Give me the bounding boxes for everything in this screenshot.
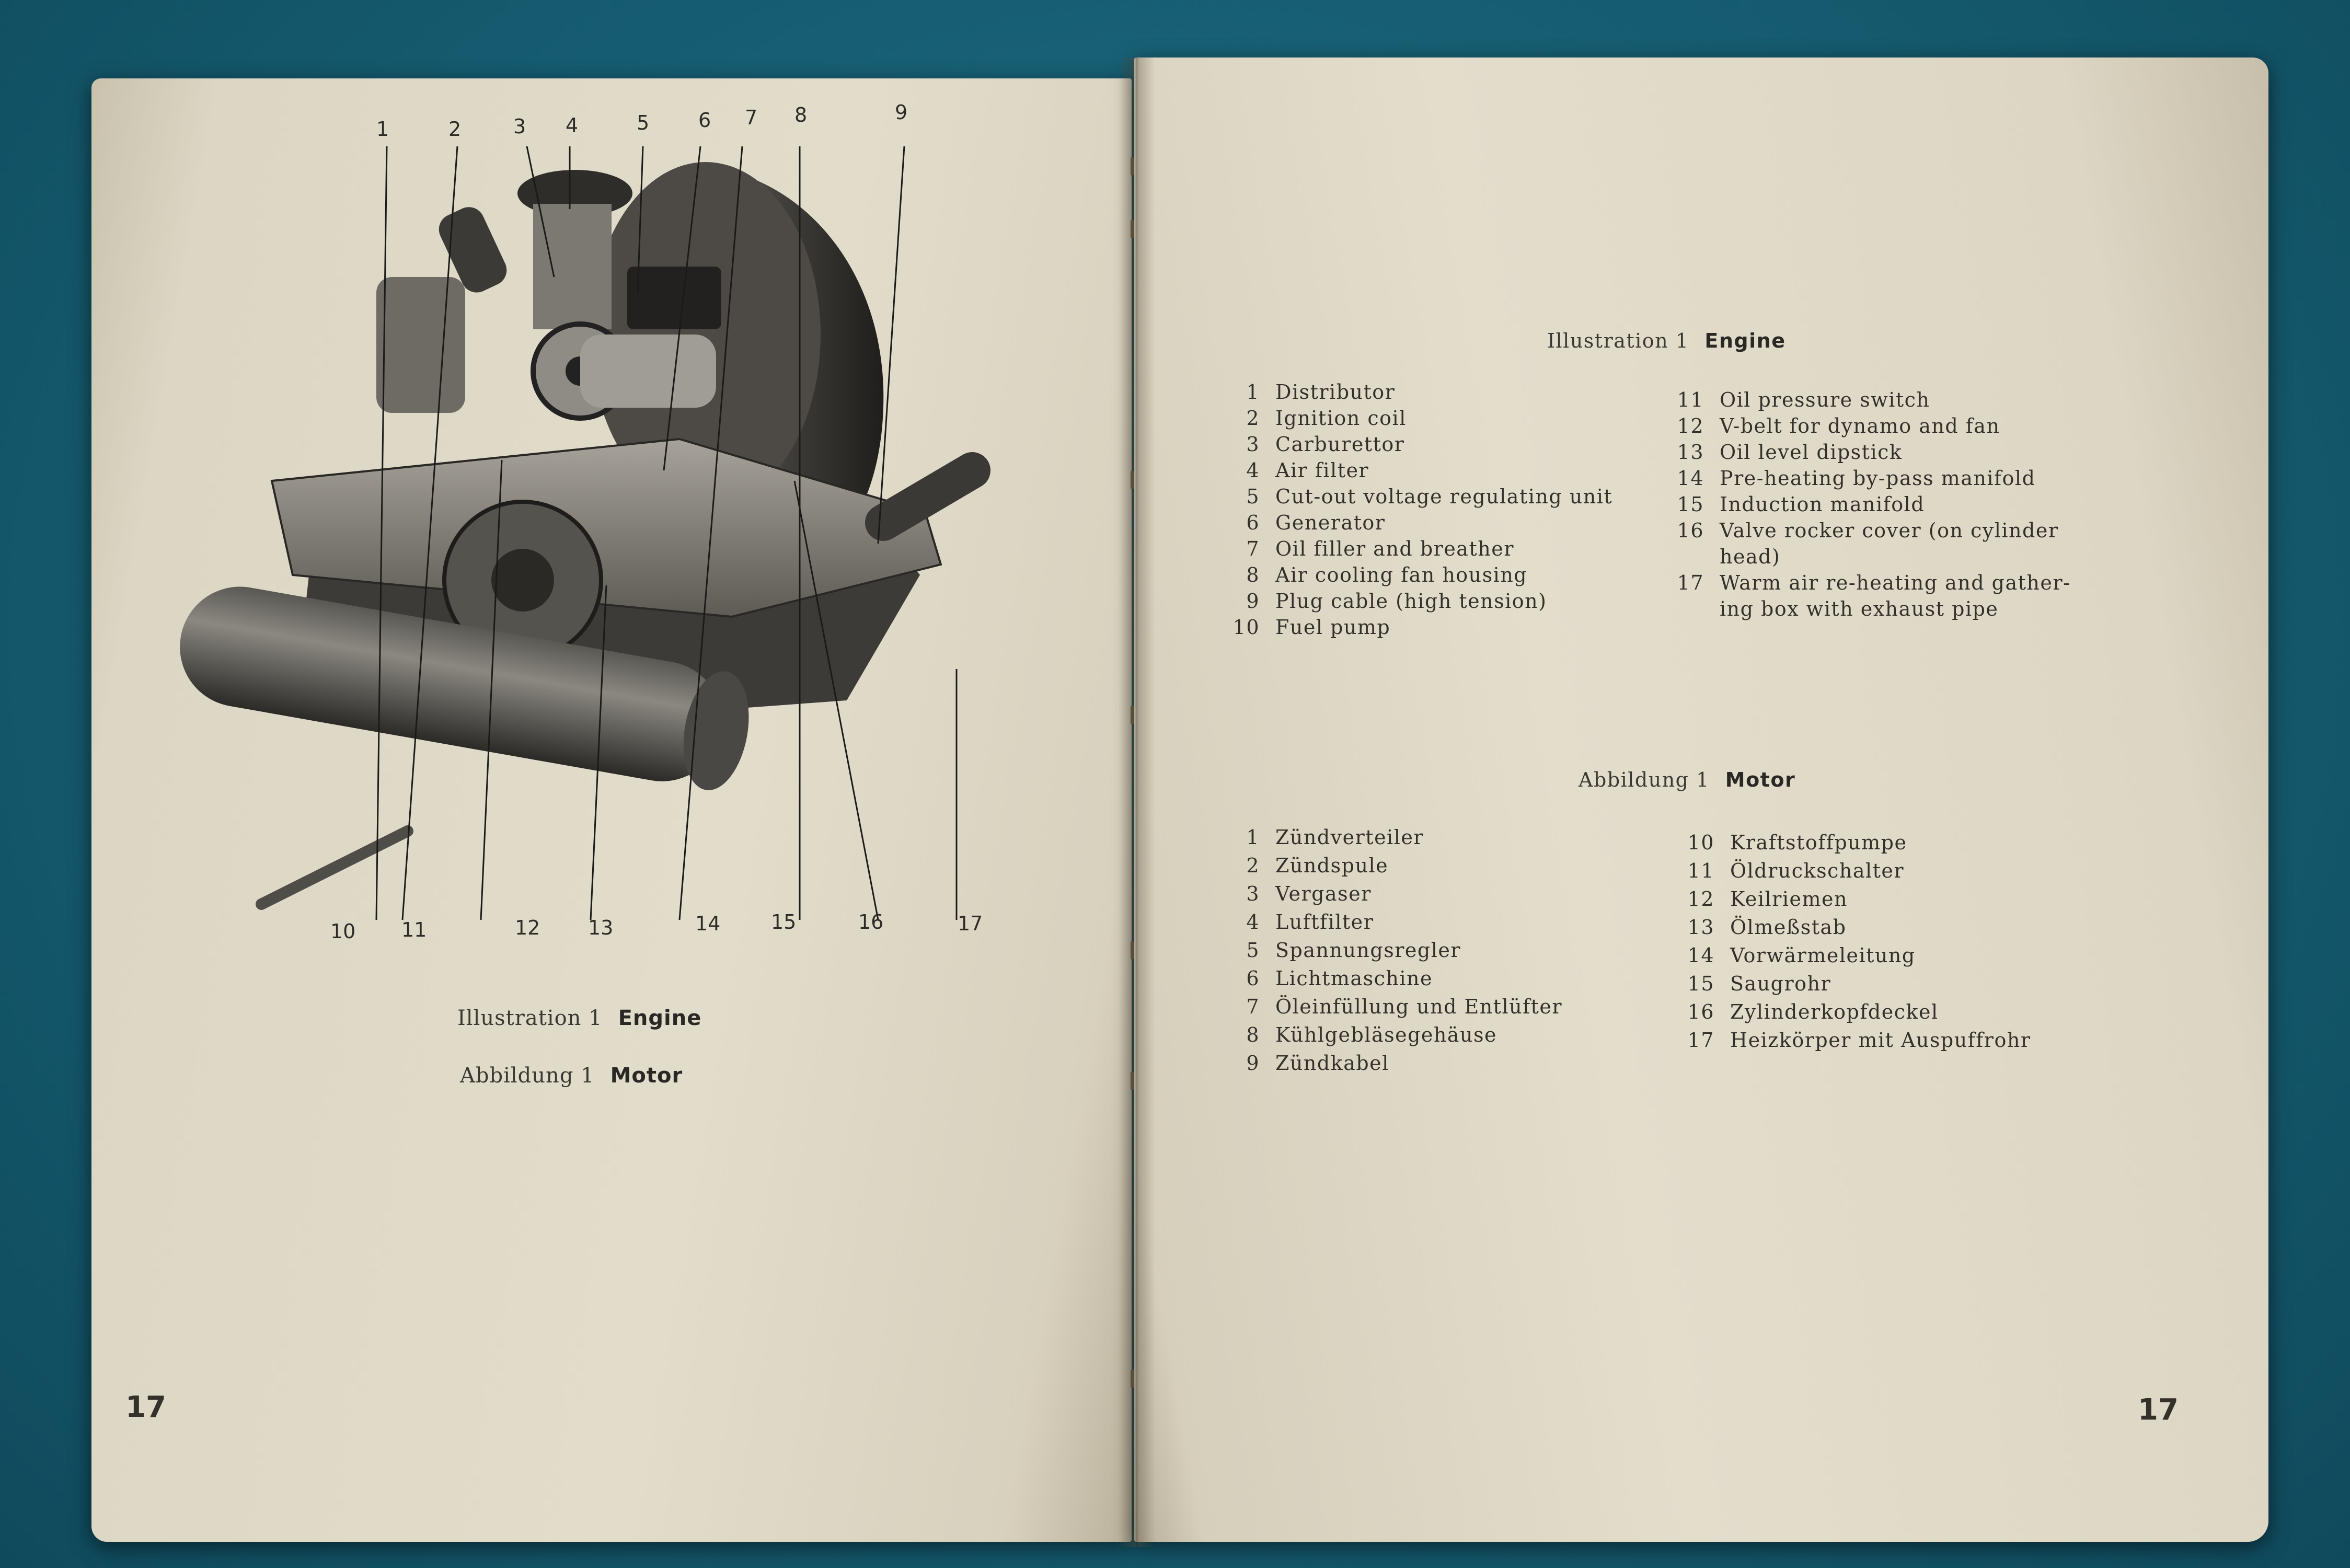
heading-title: Engine [1704, 329, 1786, 352]
caption-label: Abbildung 1 [460, 1064, 595, 1088]
list-item: 6 Generator [1246, 511, 1386, 534]
list-item: 15 Induction manifold [1677, 493, 1925, 516]
legend-heading-german [1579, 768, 1795, 791]
legend-list-english-col2 [1667, 387, 2070, 622]
engine-illustration [157, 146, 1056, 930]
callout-number: 1 [376, 118, 389, 141]
list-item: 7 Oil filler and breather [1246, 537, 1514, 560]
list-item: 1 Zündverteiler [1246, 826, 1424, 849]
page-number-left: 17 [125, 1390, 166, 1424]
callout-number: 9 [895, 101, 908, 124]
binding-stitch [1131, 220, 1134, 238]
list-item: 17 Warm air re-heating and gather- [1677, 571, 2071, 594]
callout-number: 7 [745, 106, 758, 129]
list-item: 9 Zündkabel [1246, 1052, 1389, 1075]
callout-number: 11 [401, 918, 427, 941]
list-item: 11 Öldruckschalter [1687, 859, 1905, 882]
binding-stitch [1131, 157, 1134, 176]
list-item: 16 Zylinderkopfdeckel [1687, 1000, 1939, 1023]
callout-number: 3 [513, 115, 526, 138]
list-item-continuation: ing box with exhaust pipe [1720, 597, 1999, 620]
binding-stitch [1131, 1071, 1134, 1090]
callout-number: 13 [588, 916, 614, 939]
callout-number: 12 [515, 916, 540, 939]
list-item: 13 Oil level dipstick [1677, 441, 1903, 464]
callout-number: 17 [958, 912, 983, 935]
callout-number: 10 [330, 920, 356, 943]
callout-number: 15 [771, 910, 797, 933]
callout-number: 6 [698, 109, 711, 132]
list-item: 8 Air cooling fan housing [1246, 563, 1528, 586]
right-page [1134, 57, 2268, 1542]
caption-english [457, 1006, 701, 1030]
caption-title: Motor [610, 1064, 683, 1088]
list-item: 2 Ignition coil [1246, 407, 1407, 430]
list-item: 12 V-belt for dynamo and fan [1677, 414, 2000, 437]
book-spine [1119, 57, 1155, 1547]
list-item: 3 Vergaser [1246, 882, 1372, 905]
list-item: 9 Plug cable (high tension) [1246, 590, 1547, 613]
heading-label: Abbildung 1 [1579, 768, 1710, 791]
callout-number: 5 [637, 111, 650, 134]
caption-label: Illustration 1 [457, 1006, 603, 1030]
callout-number: 14 [695, 912, 721, 935]
caption-title: Engine [618, 1006, 702, 1030]
list-item: 4 Luftfilter [1246, 910, 1374, 933]
list-item-continuation: head) [1720, 545, 1781, 568]
list-item: 5 Spannungsregler [1246, 939, 1461, 962]
legend-list-german-col2 [1678, 828, 2031, 1054]
list-item: 16 Valve rocker cover (on cylinder [1677, 519, 2059, 542]
binding-stitch [1131, 706, 1134, 724]
heading-label: Illustration 1 [1547, 329, 1689, 352]
binding-stitch [1131, 1369, 1134, 1388]
list-item: 7 Öleinfüllung und Entlüfter [1246, 995, 1563, 1018]
list-item: 10 Kraftstoffpumpe [1687, 831, 1907, 854]
list-item: 13 Ölmeßstab [1687, 916, 1847, 939]
heading-title: Motor [1725, 768, 1796, 791]
callout-number: 4 [566, 114, 579, 137]
list-item: 3 Carburettor [1246, 433, 1405, 456]
binding-stitch [1131, 470, 1134, 489]
list-item: 6 Lichtmaschine [1246, 967, 1433, 990]
list-item: 2 Zündspule [1246, 854, 1389, 877]
list-item: 5 Cut-out voltage regulating unit [1246, 485, 1613, 508]
list-item: 1 Distributor [1246, 381, 1396, 403]
list-item: 8 Kühlgebläsegehäuse [1246, 1023, 1497, 1046]
page-number-right: 17 [2138, 1393, 2179, 1427]
list-item: 14 Pre-heating by-pass manifold [1677, 467, 2036, 490]
list-item: 11 Oil pressure switch [1677, 388, 1930, 411]
binding-stitch [1131, 941, 1134, 960]
engine-drawing [157, 146, 1056, 930]
callout-number: 8 [794, 103, 808, 126]
list-item: 14 Vorwärmeleitung [1687, 944, 1916, 967]
legend-list-german-col1 [1223, 823, 1562, 1077]
list-item: 10 Fuel pump [1232, 616, 1391, 639]
list-item: 4 Air filter [1246, 459, 1369, 482]
callout-number: 16 [858, 910, 884, 933]
legend-list-english-col1 [1223, 379, 1612, 640]
list-item: 12 Keilriemen [1687, 887, 1848, 910]
legend-heading-english [1547, 329, 1785, 352]
list-item: 15 Saugrohr [1687, 972, 1831, 995]
callout-number: 2 [448, 118, 462, 141]
caption-german [460, 1064, 683, 1088]
list-item: 17 Heizkörper mit Auspuffrohr [1687, 1029, 2031, 1052]
